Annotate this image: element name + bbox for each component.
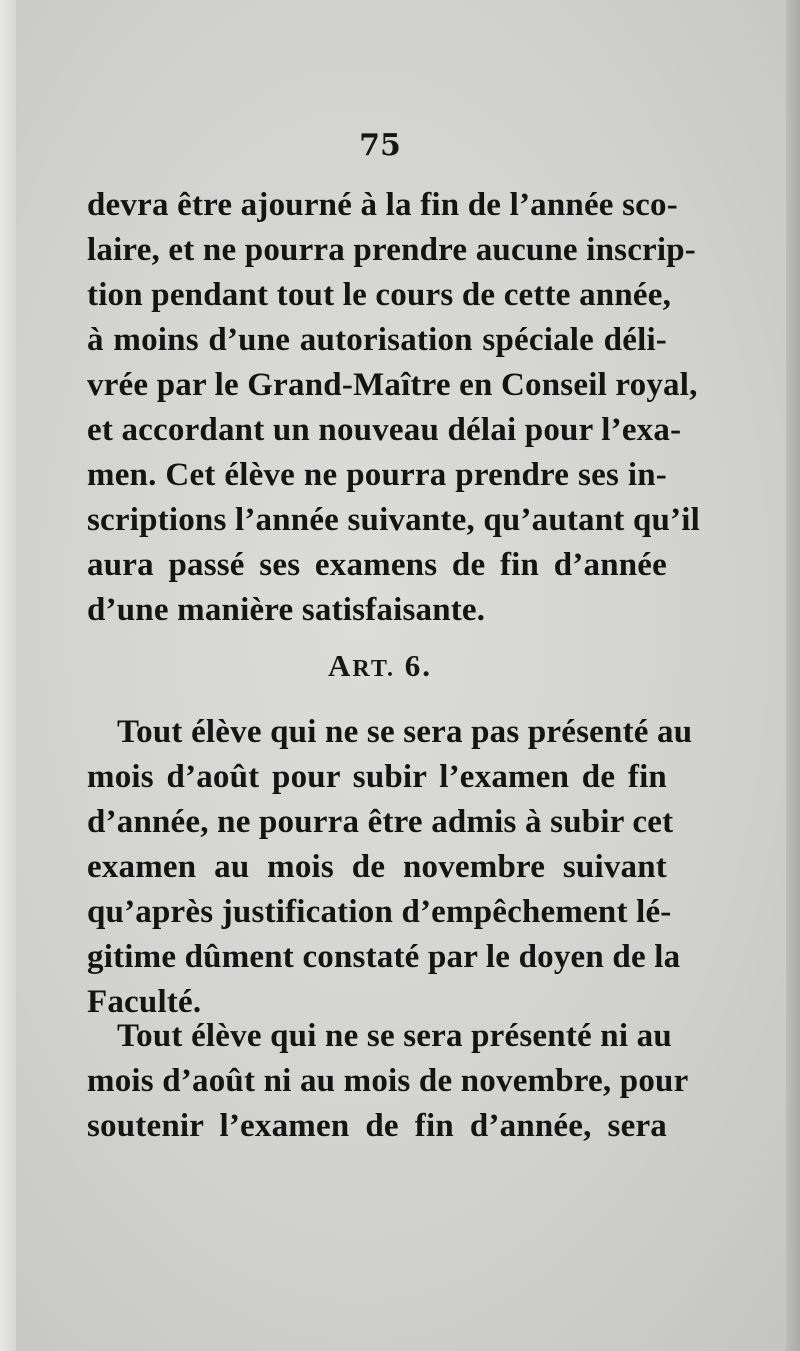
- text-line: laire, et ne pourra prendre aucune inscrip-: [87, 232, 696, 268]
- text-line: à moins d’une autorisation spéciale déli-: [87, 322, 667, 358]
- text-line: scriptions l’année suivante, qu’autant qu’il: [87, 502, 700, 538]
- article-heading-number: 6.: [395, 648, 433, 683]
- text-line: Tout élève qui ne se sera pas présenté au: [117, 714, 693, 750]
- text-line: Tout élève qui ne se sera présenté ni au: [117, 1018, 672, 1054]
- text-line: d’année, ne pourra être admis à subir cet: [87, 804, 674, 840]
- article-paragraph: [87, 710, 693, 1025]
- text-line: examen au mois de novembre suivant: [87, 849, 667, 885]
- text-line: soutenir l’examen de fin d’année, sera: [87, 1108, 667, 1144]
- paragraph-continuation: [87, 183, 700, 633]
- text-line: et accordant un nouveau délai pour l’exa-: [87, 412, 682, 448]
- text-line: devra être ajourné à la fin de l’année sco-: [87, 187, 678, 223]
- text-line: d’une manière satisfaisante.: [87, 592, 486, 628]
- text-line: vrée par le Grand-Maître en Conseil royal,: [87, 367, 698, 403]
- text-line: mois d’août ni au mois de novembre, pour: [87, 1063, 689, 1099]
- text-line: tion pendant tout le cours de cette année,: [87, 277, 672, 313]
- article-heading-small-caps: RT.: [352, 656, 396, 682]
- text-line: mois d’août pour subir l’examen de fin: [87, 759, 667, 795]
- article-paragraph: [87, 1014, 689, 1149]
- article-heading-prefix: A: [327, 648, 353, 683]
- text-line: qu’après justification d’empêchement lé-: [87, 894, 672, 930]
- text-line: men. Cet élève ne pourra prendre ses in-: [87, 457, 667, 493]
- text-line: Faculté.: [87, 984, 202, 1020]
- page-number: 75: [359, 128, 401, 163]
- text-line: gitime dûment constaté par le doyen de la: [87, 939, 681, 975]
- text-line: aura passé ses examens de fin d’année: [87, 547, 667, 583]
- page-right-edge: [786, 0, 800, 1351]
- article-heading: [0, 648, 760, 684]
